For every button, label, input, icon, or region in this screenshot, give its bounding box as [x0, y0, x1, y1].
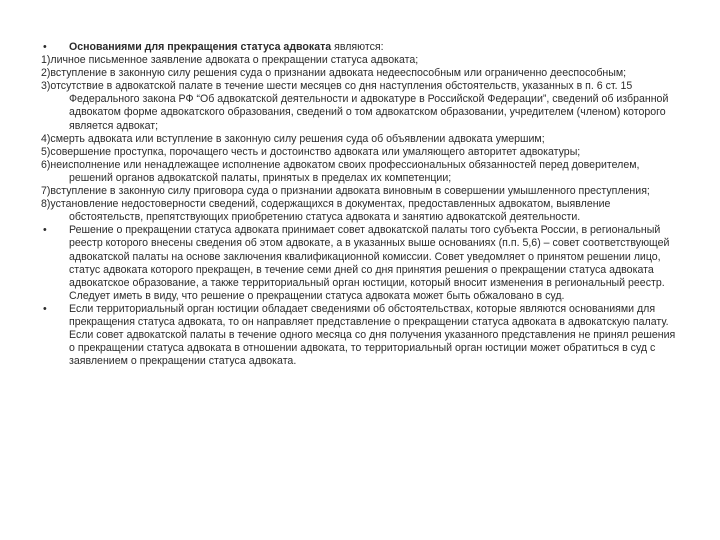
bullet-marker: • — [43, 41, 47, 53]
numbered-item-8: 8)установление недостоверности сведений, содержащихся в документах, предоставленных адвокатом, выявление обстоятельств, препятствующих приобретению статуса адвоката и занятию адвокатской деятельности. — [41, 198, 611, 224]
bullet-paragraph-decision — [41, 224, 681, 303]
bullet-marker: • — [43, 224, 47, 237]
intro-text — [69, 41, 681, 54]
intro-bold-text: Основаниями для прекращения статуса адвоката — [69, 41, 332, 53]
numbered-item-4: 4)смерть адвоката или вступление в законную силу решения суда об объявлении адвоката умершим; — [41, 132, 545, 145]
intro-rest-text: являются: — [331, 41, 384, 53]
numbered-item-3: 3)отсутствие в адвокатской палате в течение шести месяцев со дня наступления обстоятельств, указанных в п. 6 ст. 15 Федерального закона РФ “Об адвокатской деятельности и адвокатуре в Российской Федерации”, сведений об избранной адвокатом форме адвокатского образования, сведений о том адвокатском образовании, учредителем (членом) которого является адвокат; — [41, 80, 669, 132]
bullet-paragraph-text: Решение о прекращении статуса адвоката принимает совет адвокатской палаты того субъекта России, в региональный реестр которого внесены сведения об этом адвокате, а в указанных выше основаниях (п.п. 5,6) – совет соответствующей адвокатской палаты на основе заключения квалификационной комиссии. Совет уведомляет о принятом решении лицо, статус адвоката которого прекращен, в течение семи дней со дня принятия решения о прекращении статуса адвоката адвокатское образование, а также территориальный орган юстиции, который вносит изменения в региональный реестр. Следует иметь в виду, что решение о прекращении статуса адвоката может быть обжаловано в суд. — [69, 224, 670, 302]
numbered-item-7: 7)вступление в законную силу приговора суда о признании адвоката виновным в совершении умышленного преступления; — [41, 185, 650, 198]
numbered-item-6: 6)неисполнение или ненадлежащее исполнение адвокатом своих профессиональных обязанностей перед доверителем, решений органов адвокатской палаты, принятых в пределах их компетенции; — [41, 158, 640, 184]
intro-paragraph — [41, 41, 681, 54]
document-body — [41, 41, 681, 368]
numbered-item-1: 1)личное письменное заявление адвоката о прекращении статуса адвоката; — [41, 54, 419, 67]
bullet-paragraph-justice-body — [41, 303, 681, 368]
bullet-paragraph-text: Если территориальный орган юстиции обладает сведениями об обстоятельствах, которые являются основаниями для прекращения статуса адвоката, то он направляет представление о прекращении статуса адвоката в адвокатскую палату. Если совет адвокатской палаты в течение одного месяца со дня получения указанного представления не принял решения о прекращении статуса адвоката в отношении адвоката, то территориальный орган юстиции может обратиться в суд с заявлением о прекращении статуса адвоката. — [69, 302, 676, 368]
bullet-marker: • — [43, 302, 47, 315]
numbered-item-5: 5)совершение проступка, порочащего честь и достоинство адвоката или умаляющего авторитет адвокатуры; — [41, 145, 581, 158]
numbered-item-2: 2)вступление в законную силу решения суда о признании адвоката недееспособным или ограниченно дееспособным; — [41, 67, 627, 80]
